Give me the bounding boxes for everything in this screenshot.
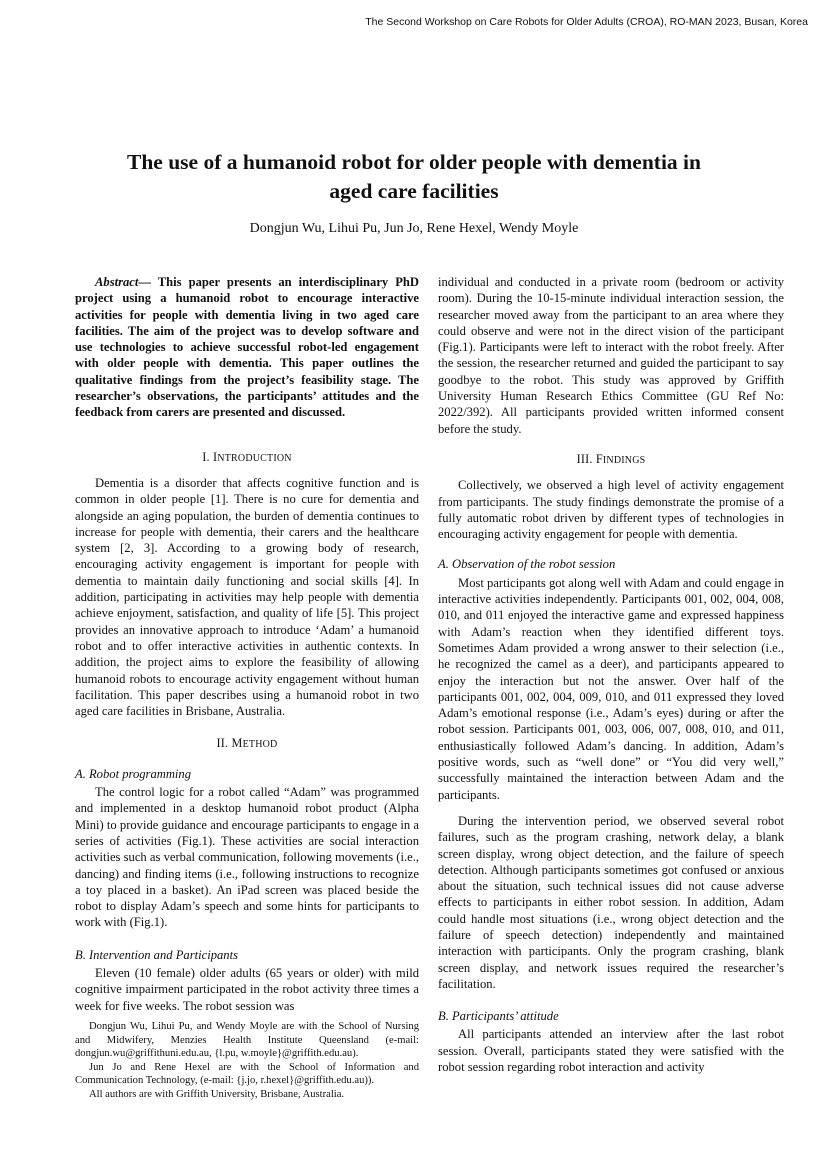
right-column (438, 274, 784, 1075)
observation-paragraph-1: Most participants got along well with Adam and could engage in interactive activities independently. Participants 001, 002, 004, 008, 010, and 011 enjoyed the interactive game and expressed happiness with Adam’s reaction when they identified different toys. Sometimes Adam provided a wrong answer to their selection (i.e., he recognized the camel as a deer), and participants appeared to enjoy the interaction but not the answer. Over half of the participants 001, 002, 004, 009, 010, and 011 expressed they loved Adam’s emotional response (i.e., Adam’s eyes) during or after the robot session. Participants 001, 003, 006, 007, 008, 010, and 011, enthusiastically followed Adam’s dancing. In addition, Adam’s positive words, such as “well done” or “You did very well,” successfully maintained the interaction between Adam and the participants. (438, 575, 784, 802)
footnote-affiliation-2: Jun Jo and Rene Hexel are with the School of Information and Communication Technology, (e-mail: {j.jo, r.hexel}@griffith.edu.au)). (75, 1061, 419, 1087)
observation-paragraph-2: During the intervention period, we observed several robot failures, such as the program crashing, network delay, a blank screen display, wrong object detection, and the failure of speech detection. Although participants sometimes got confused or anxious about the situation, such technical issues did not cause adverse effects to participants in either robot session. In addition, Adam could handle most situations (i.e., wrong object detection and the failure of speech detection) independently and maintained interaction with participants. Only the program crashing, blank screen display, and network issues required the researcher’s facilitation. (438, 813, 784, 991)
subsection-intervention: B. Intervention and Participants (75, 947, 238, 962)
findings-paragraph: Collectively, we observed a high level of activity engagement from participants. The study findings demonstrate the promise of a fully automatic robot driven by different types of technologies in encouraging activity engagement for people with dementia. (438, 478, 784, 542)
attitude-paragraph: All participants attended an interview after the last robot session. Overall, participants stated they were satisfied with the robot session regarding robot interaction and activity (438, 1027, 784, 1075)
section-number: II. (216, 736, 232, 751)
conference-header: The Second Workshop on Care Robots for Older Adults (CROA), RO-MAN 2023, Busan, Korea (365, 16, 808, 28)
section-heading-method (75, 735, 419, 753)
section-heading-introduction (75, 449, 419, 467)
robot-programming-paragraph: The control logic for a robot called “Adam” was programmed and implemented in a desktop humanoid robot product (Alpha Mini) to provide guidance and encourage participants to engage in a series of activities (Fig.1). These activities are social interaction activities such as verbal communication, following movements (i.e., dancing) and finding items (i.e., following instructions to recognize a toy placed in a basket). An iPad screen was placed beside the robot to display Adam’s speech and some hints for participants to work with (Fig.1). (75, 785, 419, 930)
subsection-attitude: B. Participants’ attitude (438, 1009, 559, 1024)
intervention-paragraph-start: Eleven (10 female) older adults (65 years or older) with mild cognitive impairment participated in the robot activity three times a week for five weeks. The robot session was (75, 965, 419, 1013)
section-rest: ETHOD (242, 739, 278, 751)
left-column (75, 274, 419, 1014)
section-initial: M (231, 736, 243, 751)
paragraph-gap (438, 803, 784, 813)
section-initial: F (595, 451, 603, 466)
subsection-robot-programming: A. Robot programming (75, 766, 192, 781)
section-rest: INDINGS (602, 454, 646, 466)
section-number: III. (576, 451, 596, 466)
section-rest: NTRODUCTION (217, 452, 292, 464)
paper-title (0, 148, 828, 206)
abstract-label: Abstract (95, 275, 139, 289)
abstract (75, 274, 419, 421)
subsection-observation: A. Observation of the robot session (438, 557, 616, 572)
abstract-text: This paper presents an interdisciplinary PhD project using a humanoid robot to encourage interactive activities for people with dementia living in two aged care facilities. The aim of the project was to develop software and use technologies to achieve successful robot-led engagement with older people with dementia. This paper outlines the qualitative findings from the project’s feasibility stage. The researcher’s observations, the participants’ attitudes and the feedback from carers are presented and discussed. (75, 275, 420, 420)
section-heading-findings (438, 451, 784, 469)
section-number: I. (202, 449, 214, 464)
intervention-paragraph-continued: individual and conducted in a private room (bedroom or activity room). During the 10-15-minute individual interaction session, the researcher moved away from the participant to an area where they could observe and were not in the direct vision of the participant (Fig.1). Participants were left to interact with the robot freely. After the session, the researcher returned and guided the participant to say goodbye to the robot. This study was approved by Griffith University Human Research Ethics Committee (GU Ref No: 2022/392). All participants provided written informed consent before the study. (438, 275, 784, 436)
footnotes (75, 1020, 419, 1102)
author-list: Dongjun Wu, Lihui Pu, Jun Jo, Rene Hexel, Wendy Moyle (249, 221, 579, 236)
section-initial: I (213, 449, 218, 464)
footnote-affiliation-3: All authors are with Griffith University, Brisbane, Australia. (89, 1088, 345, 1100)
title-line-2: aged care facilities (329, 179, 499, 203)
abstract-dash: — (138, 275, 158, 289)
footnote-affiliation-1: Dongjun Wu, Lihui Pu, and Wendy Moyle are with the School of Nursing and Midwifery, Menzies Health Institute Queensland (e-mail: dongjun.wu@griffithuni.edu.au, {l.pu, w.moyle}@griffith.edu.au). (75, 1021, 419, 1060)
title-line-1: The use of a humanoid robot for older people with dementia in (127, 150, 701, 174)
introduction-paragraph: Dementia is a disorder that affects cognitive function and is common in older people [1]. There is no cure for dementia and alongside an aging population, the burden of dementia continues to increase for people with dementia, their carers and the healthcare system [2, 3]. According to a growing body of research, encouraging activity engagement is important for people with dementia to maintain daily functioning and social skills [4]. In addition, participating in activities may help people with dementia achieve enjoyment, satisfaction, and quality of life [5]. This project provides an innovative approach to introduce ‘Adam’ a humanoid robot and to offer interactive activities in authentic contexts. In addition, the project aims to explore the feasibility of allowing humanoid robots to encourage activity engagement without human facilitation. This paper describes using a humanoid robot in two aged care facilities in Brisbane, Australia. (75, 475, 419, 719)
